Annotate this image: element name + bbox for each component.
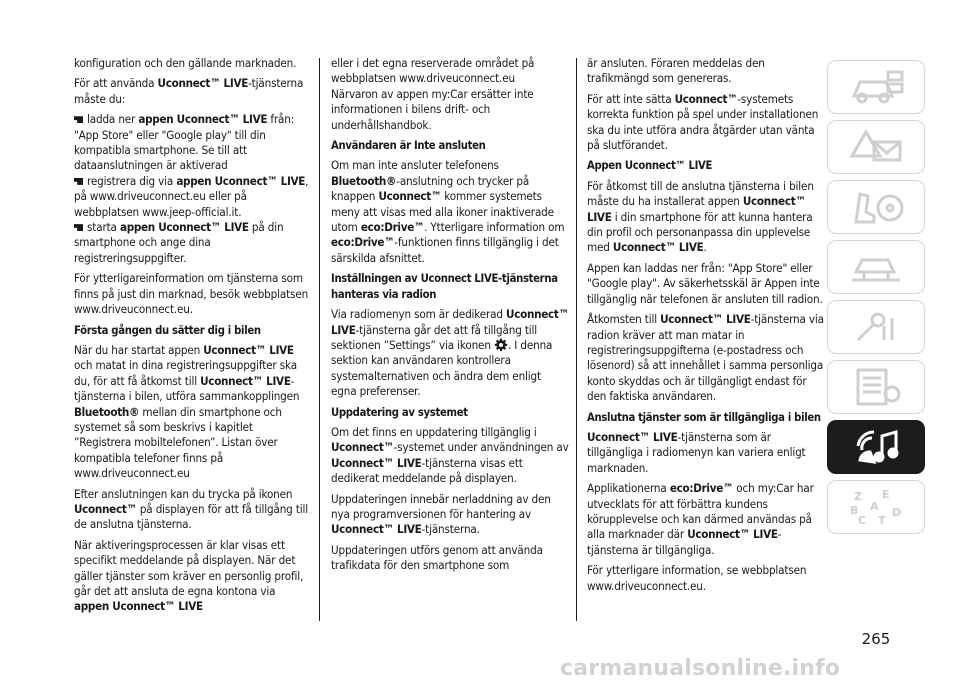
text: registrera dig via <box>87 173 177 188</box>
paragraph <box>587 430 825 476</box>
paragraph <box>74 56 312 71</box>
bullet-icon <box>74 116 83 123</box>
bold-text: Uconnect™ <box>331 440 394 455</box>
section-heading: Anslutna tjänster som är tillgängliga i bilen <box>587 410 821 424</box>
safety-seat-wheel-icon <box>844 186 908 228</box>
text: Åtkomsten till <box>587 312 661 327</box>
text: -tjänsterna i bilen, utföra sammankopplingen <box>74 373 300 404</box>
text: är ansluten. Föraren meddelas den trafikmängd som genereras. <box>587 56 765 86</box>
bold-text: appen Uconnect™ LIVE <box>176 173 306 188</box>
paragraph <box>74 487 312 533</box>
text: -tjänsterna är tillgängliga. <box>587 527 782 557</box>
section-heading: Första gången du sätter dig i bilen <box>74 323 261 337</box>
text: och matat in dina registreringsuppgifter ska du, för att få åtkomst till <box>74 358 297 388</box>
section-heading: Användaren är Inte ansluten <box>331 139 486 153</box>
section-heading: Appen Uconnect™ LIVE <box>587 159 713 173</box>
text: När du har startat appen <box>74 342 204 357</box>
bold-text: Uconnect™ <box>378 189 442 204</box>
text: För ytterligareinformation om tjänsterna som finns på just din marknad, besök webbplatsen www.driveuconnect.eu. <box>74 271 309 317</box>
bullet-icon <box>74 224 83 231</box>
text: starta <box>87 220 120 235</box>
paragraph <box>331 307 569 399</box>
watermark: carmanualsonline.info <box>560 656 841 681</box>
bold-text: eco:Drive™ <box>331 235 395 250</box>
paragraph <box>587 56 825 87</box>
paragraph <box>587 261 825 307</box>
text: Appen kan laddas ner från: "App Store" eller "Google play". Av säkerhetsskäl är Appen inte tillgänglig när telefonen är ansluten till radion. <box>587 260 823 306</box>
bold-text: Uconnect™ LIVE <box>587 429 678 444</box>
bold-text: Uconnect™ <box>74 501 137 516</box>
text: -tjänsterna måste du: <box>74 76 304 106</box>
index-letter: D <box>892 506 902 519</box>
text: Om man inte ansluter telefonens <box>331 158 499 173</box>
text: från: "App Store" eller "Google play" till din kompatibla smartphone. Se till att dataanslutningen är aktiverad <box>74 112 295 173</box>
text: -systemet under användningen av <box>393 440 569 455</box>
bold-text: Uconnect™ <box>674 91 738 106</box>
bullet-item <box>74 112 312 174</box>
text: Om det finns en uppdatering tillgänglig i <box>331 424 537 439</box>
bold-text: Uconnect™ LIVE <box>200 373 291 388</box>
car-dashboard-icon <box>844 66 908 108</box>
paragraph <box>74 343 312 482</box>
text: Efter anslutningen kan du trycka på ikonen <box>74 486 293 501</box>
tab-warnings[interactable] <box>827 120 925 174</box>
text: För åtkomst till de anslutna tjänsterna i bilen måste du ha installerat appen <box>587 178 814 209</box>
bold-text: Uconnect™ LIVE <box>587 194 806 224</box>
index-letter: T <box>878 514 886 527</box>
bold-text: Uconnect™ LIVE <box>203 342 294 357</box>
index-letter: A <box>870 500 879 513</box>
text: -tjänsterna via radion kräver att man matar in registreringsuppgifterna (e-postadress och lösenord) så att innehållet i samma personliga konto skyddas och är tillgängligt endast för den faktiska användaren. <box>587 312 824 404</box>
column-divider <box>576 58 577 621</box>
text: För ytterligare information, se webbplatsen www.driveuconnect.eu. <box>587 563 807 593</box>
paragraph <box>74 538 312 615</box>
bullet-item <box>74 220 312 266</box>
tab-dashboard[interactable] <box>827 60 925 114</box>
bullet-item <box>74 174 312 220</box>
tab-safety[interactable] <box>827 180 925 234</box>
bold-text: Uconnect™ LIVE <box>331 522 422 537</box>
text: Närvaron av appen my:Car ersätter inte informationen i bilens drift- och underhållshandbok. <box>331 86 534 132</box>
chapter-tab-strip <box>827 60 927 540</box>
bold-text: appen Uconnect™ LIVE <box>74 599 203 614</box>
bold-text: eco:Drive™ <box>669 481 734 496</box>
text: . Ytterligare information om <box>424 220 565 235</box>
alphabetical-index-icon <box>844 486 908 528</box>
text: på din smartphone och ange dina registreringsuppgifter. <box>74 220 284 265</box>
section-heading: Inställningen av Uconnect LIVE-tjänsterna hanteras via radion <box>331 272 558 301</box>
tab-index[interactable] <box>827 480 925 534</box>
vehicle-lift-icon <box>844 246 908 288</box>
tab-specifications[interactable] <box>827 360 925 414</box>
bold-text: Uconnect™ LIVE <box>660 312 751 327</box>
text: ladda ner <box>87 112 139 127</box>
bold-text: Bluetooth® <box>331 173 397 188</box>
index-letter: B <box>850 504 859 517</box>
paragraph <box>74 76 312 107</box>
text: När aktiveringsprocessen är klar visas ett specifikt meddelande på displayen. När det gäller tjänster som kräver en personlig profil, går det att ansluta de egna kontona via <box>74 537 304 598</box>
text: -tjänsterna. <box>421 522 480 537</box>
paragraph <box>331 425 569 487</box>
column-divider <box>319 58 320 621</box>
paragraph <box>331 56 569 87</box>
text: eller i det egna reserverade området på webbplatsen www.driveuconnect.eu <box>331 56 535 86</box>
text: -tjänsterna som är tillgängliga i radiomenyn kan variera enligt marknaden. <box>587 429 806 475</box>
text: kommer systemets meny att visas med alla ikoner inaktiverade utom <box>331 189 554 235</box>
specifications-list-icon <box>844 366 908 408</box>
paragraph <box>587 312 825 404</box>
text: mellan din smartphone och systemet så som beskrivs i kapitlet ”Registrera mobiltelefonen”. Listan över kompatibla telefoner finns på www.driveuconnect.eu <box>74 404 282 481</box>
bold-text: appen Uconnect™ LIVE <box>119 220 249 235</box>
settings-gear-icon <box>494 338 508 352</box>
text: För att använda <box>74 76 158 91</box>
text-column-1 <box>74 56 312 620</box>
bold-text: Uconnect™ LIVE <box>331 455 422 470</box>
text: -funktionen finns tillgänglig i det särskilda afsnittet. <box>331 235 559 265</box>
text: , på www.driveuconnect.eu eller på webbplatsen www.jeep-official.it. <box>74 173 309 219</box>
tab-multimedia[interactable] <box>827 420 925 474</box>
text: Uppdateringen innebär nerladdning av den nya programversionen för hantering av <box>331 491 551 521</box>
text: Uppdateringen utförs genom att använda trafikdata för den smartphone som <box>331 542 543 573</box>
paragraph <box>587 179 825 256</box>
text: För att inte sätta <box>587 91 675 106</box>
text: . I denna sektion kan användaren kontrollera systemalternativen och ändra dem enligt egna preferenser. <box>331 337 553 399</box>
text: i din smartphone för att kunna hantera din profil och personanpassa din upplevelse med <box>587 209 813 255</box>
bold-text: Uconnect™ LIVE <box>687 527 778 542</box>
bullet-icon <box>74 178 83 185</box>
text-column-3 <box>587 56 825 599</box>
tab-service[interactable] <box>827 300 925 354</box>
paragraph <box>331 87 569 133</box>
text: -systemets korrekta funktion på spel under installationen ska du inte utföra andra åtgärder utan vänta på slutförandet. <box>587 91 819 153</box>
paragraph <box>331 492 569 538</box>
paragraph <box>587 92 825 154</box>
warning-envelope-icon <box>844 126 908 168</box>
page-number: 265 <box>861 630 891 648</box>
text: -tjänsterna går det att få tillgång till sektionen ”Settings” via ikonen <box>331 322 538 352</box>
index-letter: Z <box>854 490 862 503</box>
paragraph <box>587 563 825 594</box>
index-letter: E <box>882 488 890 501</box>
multimedia-connected-icon <box>844 426 908 468</box>
index-letter: C <box>858 514 867 527</box>
service-wrench-icon <box>844 306 908 348</box>
text: -tjänsterna visas ett dedikerat meddelande på displayen. <box>331 455 523 486</box>
bold-text: Uconnect™ LIVE <box>331 307 569 337</box>
text: . <box>703 240 707 255</box>
bold-text: appen Uconnect™ LIVE <box>138 112 268 127</box>
section-heading: Uppdatering av systemet <box>331 405 468 419</box>
text: konfiguration och den gällande marknaden. <box>74 56 297 70</box>
text: Via radiomenyn som är dedikerad <box>331 307 507 322</box>
text: och my:Car har utvecklats för att förbättra kundens körupplevelse och kan därmed användas på alla marknader där <box>587 481 814 542</box>
bold-text: eco:Drive™ <box>360 220 425 235</box>
paragraph <box>331 543 569 574</box>
tab-starting-driving[interactable] <box>827 240 925 294</box>
text: Applikationerna <box>587 481 670 496</box>
text: -anslutning och trycker på knappen <box>331 173 530 204</box>
paragraph <box>331 158 569 266</box>
text-column-2 <box>331 56 569 579</box>
bold-text: Bluetooth® <box>74 404 140 419</box>
paragraph <box>587 481 825 558</box>
bold-text: Uconnect™ LIVE <box>612 240 704 255</box>
bold-text: Uconnect™ LIVE <box>157 76 249 91</box>
paragraph <box>74 271 312 317</box>
text: på displayen för att få tillgång till de anslutna tjänsterna. <box>74 501 308 532</box>
